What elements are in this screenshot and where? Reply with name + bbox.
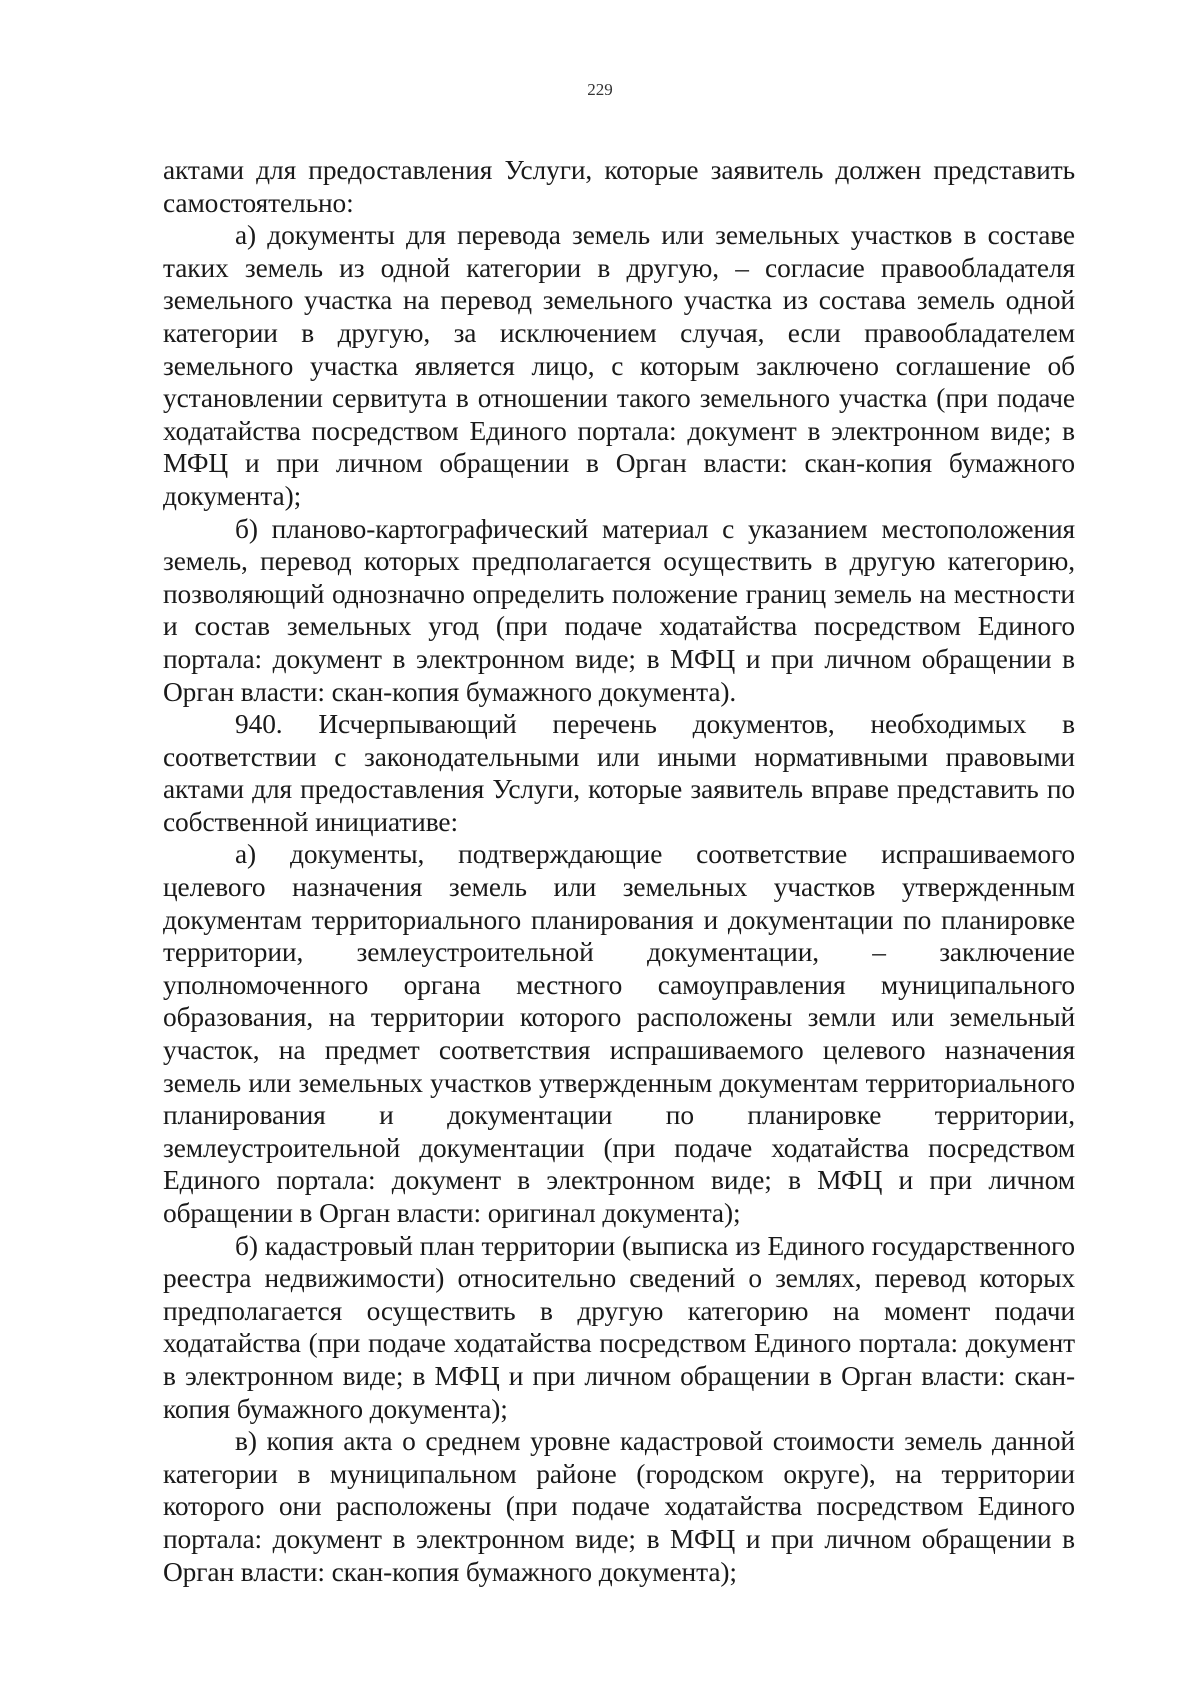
paragraph-item-a: а) документы для перевода земель или земельных участков в составе таких земель из одной категории в другую, – согласие правообладателя земельного участка на перевод земельного участка из состава земель одной категории в другую, за исключением случая, если правообладателем земельного участка является лицо, с которым заключено соглашение об установлении сервитута в отношении такого земельного участка (при подаче ходатайства посредством Единого портала: документ в электронном виде; в МФЦ и при личном обращении в Орган власти: скан-копия бумажного документа); xyxy=(163,220,1075,511)
document-body xyxy=(163,154,1075,1588)
paragraph-item-v: в) копия акта о среднем уровне кадастровой стоимости земель данной категории в муниципальном районе (городском округе), на территории которого они расположены (при подаче ходатайства посредством Единого портала: документ в электронном виде; в МФЦ и при личном обращении в Орган власти: скан-копия бумажного документа); xyxy=(163,1426,1075,1587)
paragraph-item-b: б) планово-картографический материал с указанием местоположения земель, перевод которых предполагается осуществить в другую категорию, позволяющий однозначно определить положение границ земель на местности и состав земельных угод (при подаче ходатайства посредством Единого портала: документ в электронном виде; в МФЦ и при личном обращении в Орган власти: скан-копия бумажного документа). xyxy=(163,513,1075,707)
paragraph-continuation: актами для предоставления Услуги, которые заявитель должен представить самостоятельно: xyxy=(163,155,1075,218)
paragraph-item-b-2: б) кадастровый план территории (выписка из Единого государственного реестра недвижимости) относительно сведений о землях, перевод которых предполагается осуществить в другую категорию на момент подачи ходатайства (при подаче ходатайства посредством Единого портала: документ в электронном виде; в МФЦ и при личном обращении в Орган власти: скан-копия бумажного документа); xyxy=(163,1230,1075,1424)
paragraph-item-a-2: а) документы, подтверждающие соответствие испрашиваемого целевого назначения земель или земельных участков утвержденным документам территориального планирования и документации по планировке территории, землеустроительной документации, – заключение уполномоченного органа местного самоуправления муниципального образования, на территории которого расположены земли или земельный участок, на предмет соответствия испрашиваемого целевого назначения земель или земельных участков утвержденным документам территориального планирования и документации по планировке территории, землеустроительной документации (при подаче ходатайства посредством Единого портала: документ в электронном виде; в МФЦ и при личном обращении в Орган власти: оригинал документа); xyxy=(163,839,1075,1228)
page-number: 229 xyxy=(587,80,613,99)
paragraph-clause-940: 940. Исчерпывающий перечень документов, необходимых в соответствии с законодательными или иными нормативными правовыми актами для предоставления Услуги, которые заявитель вправе представить по собственной инициативе: xyxy=(163,709,1075,837)
